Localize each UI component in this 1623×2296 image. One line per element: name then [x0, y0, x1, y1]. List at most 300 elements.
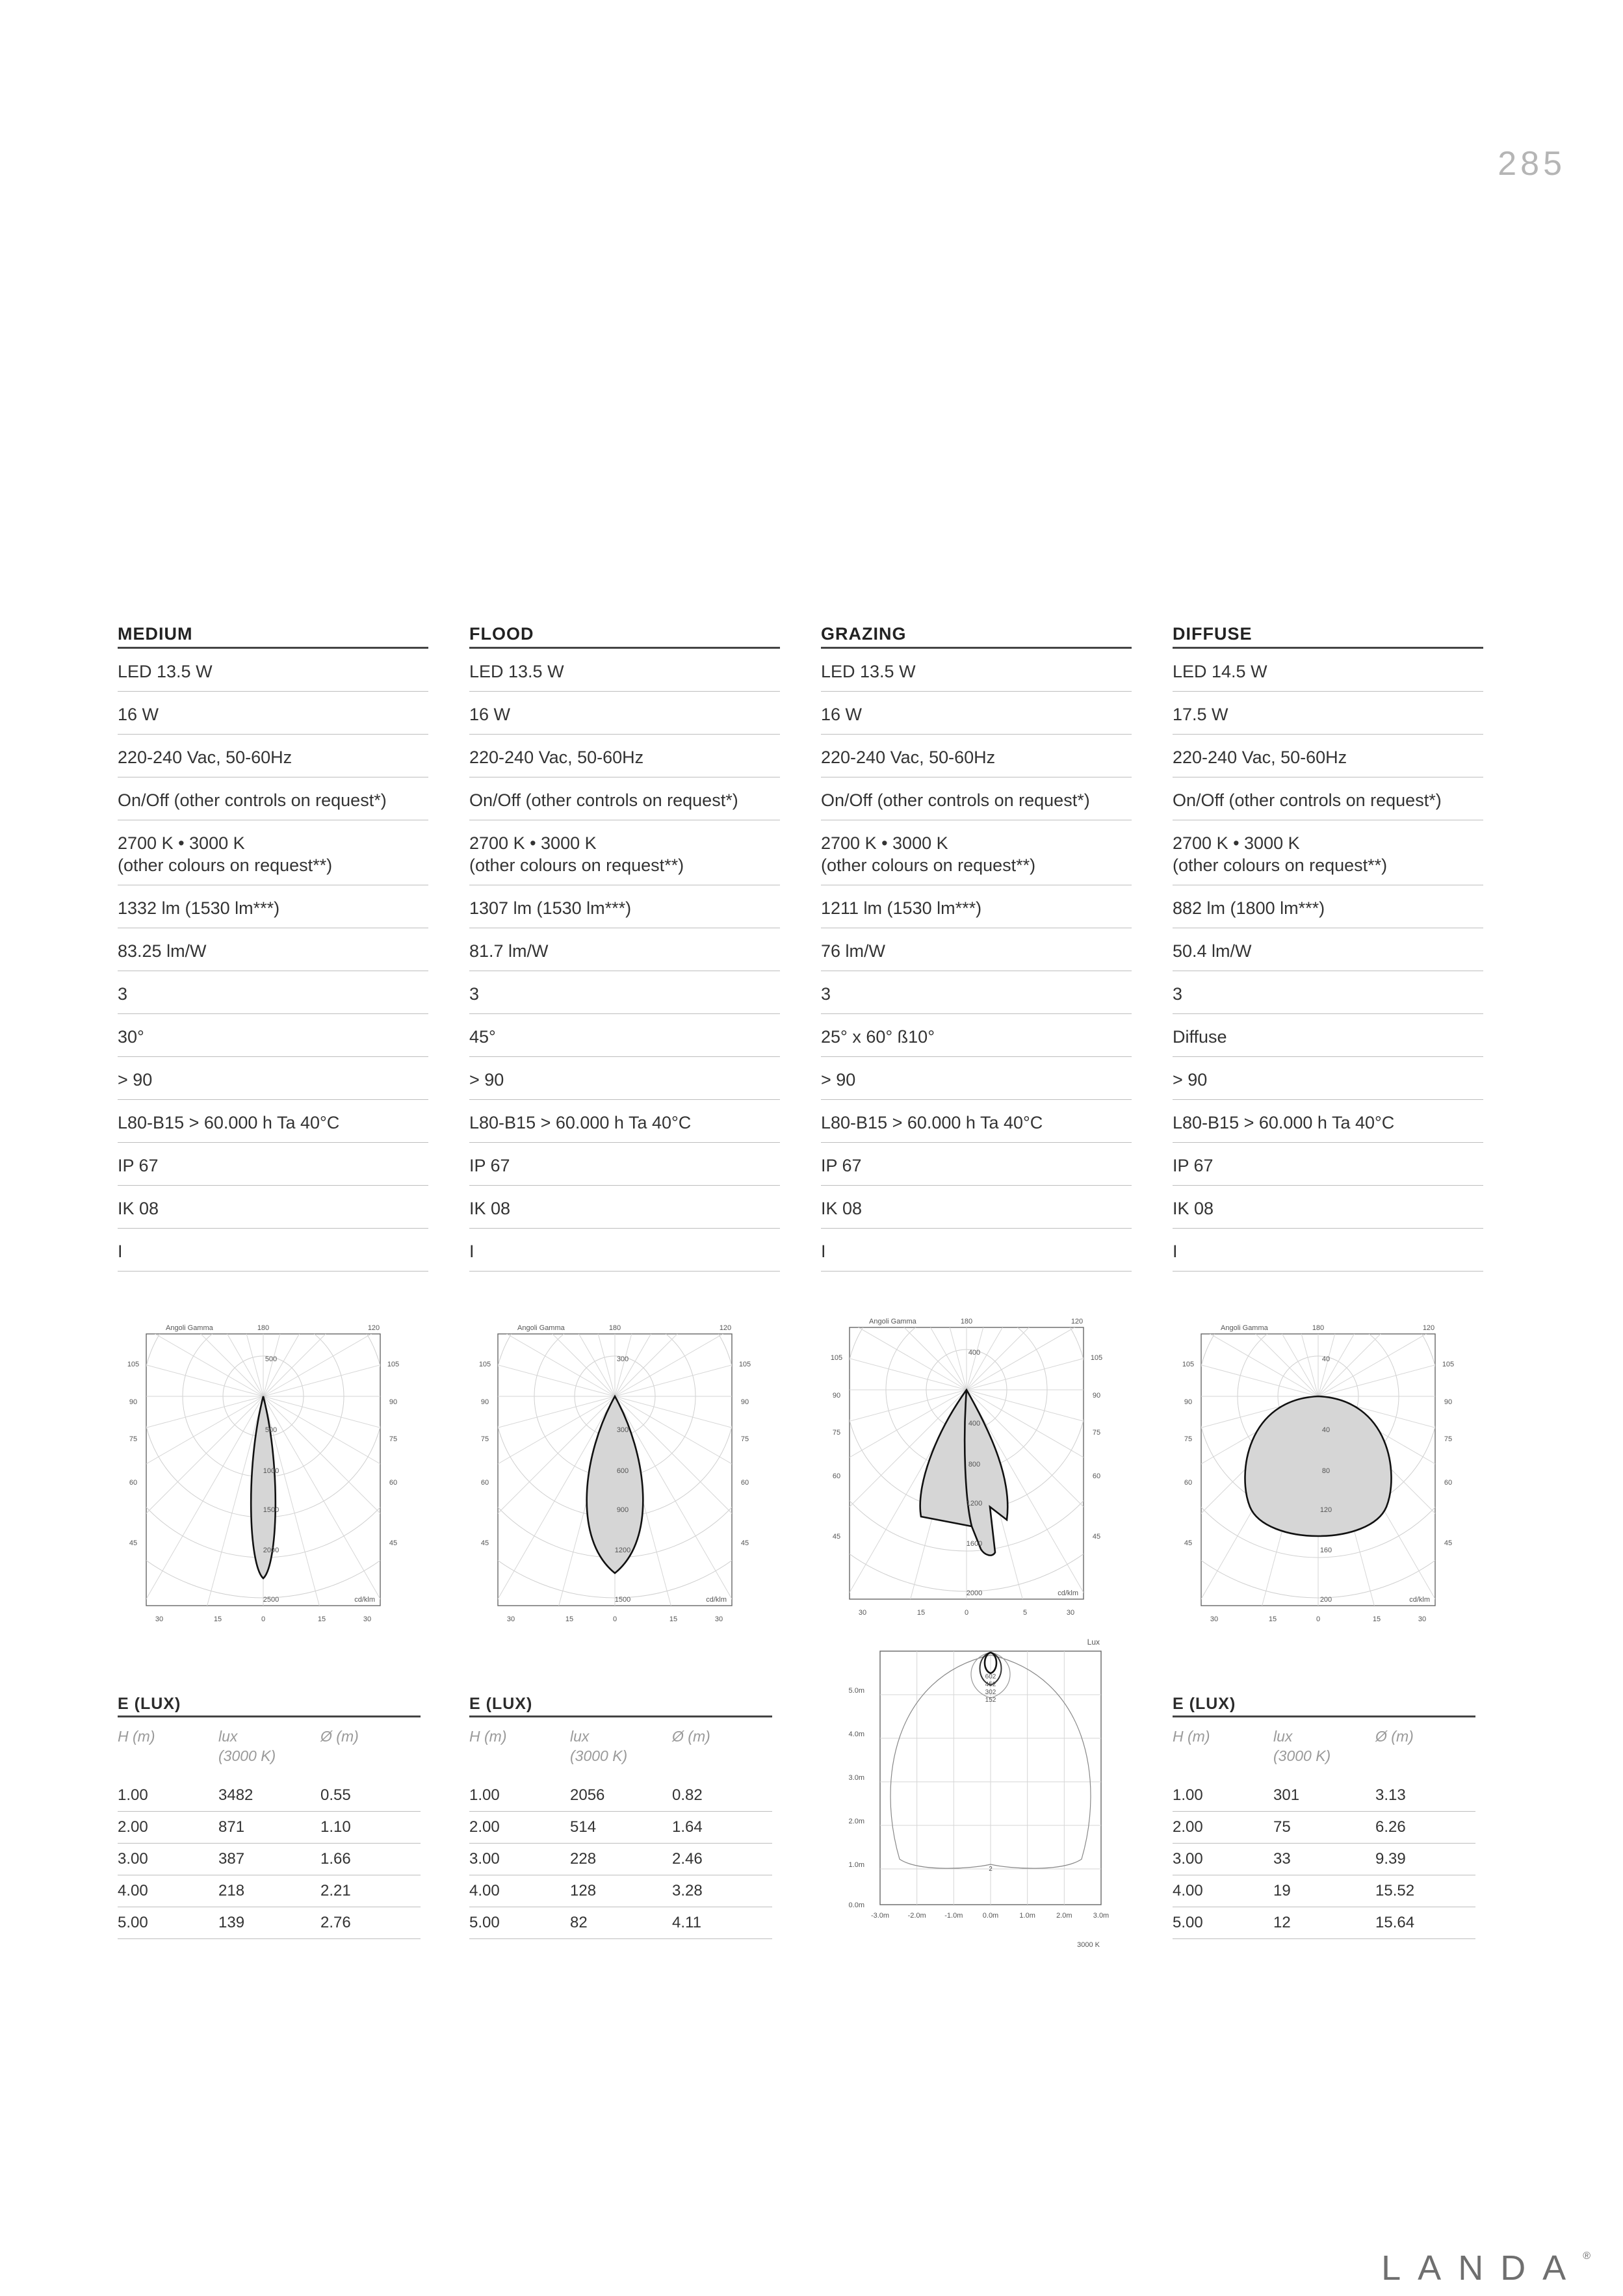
unit-label: cd/klm — [1058, 1589, 1078, 1597]
lux-table-row — [1173, 1780, 1475, 1812]
cell-diameter: 2.21 — [320, 1882, 351, 1899]
cell-height: 2.00 — [1173, 1818, 1203, 1836]
spec-value: 45° — [469, 1027, 496, 1047]
isolux-corner-label: Lux — [1087, 1637, 1100, 1647]
spec-value: IK 08 — [1173, 1199, 1214, 1218]
ring-value-label: 400 — [968, 1349, 981, 1357]
isolux-x-label: 2.0m — [1056, 1912, 1072, 1920]
spec-value: On/Off (other controls on request*) — [469, 790, 738, 810]
polar-spoke — [1318, 1320, 1461, 1396]
polar-chart-svg — [824, 1313, 1110, 1619]
side-label-right: 45 — [740, 1539, 749, 1547]
header-lux-label: lux — [570, 1728, 590, 1745]
lux-table-title: E (LUX) — [1173, 1690, 1475, 1717]
header-height: H (m) — [469, 1728, 507, 1745]
spec-value: 76 lm/W — [821, 941, 886, 961]
cell-height: 3.00 — [469, 1850, 500, 1868]
isolux-x-label: -2.0m — [907, 1912, 926, 1920]
side-label-right: 60 — [389, 1479, 398, 1487]
side-label-left: 75 — [480, 1435, 489, 1443]
spec-value: 220-240 Vac, 50-60Hz — [1173, 748, 1347, 767]
ring-value-label: 500 — [265, 1426, 278, 1434]
spec-value: 882 lm (1800 lm***) — [1173, 898, 1325, 918]
side-label-right: 75 — [1092, 1429, 1101, 1437]
cell-diameter: 1.66 — [320, 1850, 351, 1868]
lux-table-row — [469, 1907, 772, 1939]
polar-spoke — [263, 1320, 406, 1396]
cell-height: 3.00 — [118, 1850, 148, 1868]
lux-header-row — [1173, 1717, 1475, 1780]
ring-value-label: 1500 — [263, 1506, 279, 1514]
polar-spoke — [967, 1313, 1110, 1390]
spec-value: 1307 lm (1530 lm***) — [469, 898, 632, 918]
spec-row — [118, 1186, 428, 1229]
spec-value: IK 08 — [469, 1199, 511, 1218]
spec-row-colour-temperature — [1173, 820, 1483, 885]
side-label-left: 45 — [129, 1539, 138, 1547]
diagram-header: Angoli Gamma — [517, 1324, 565, 1332]
side-label-right: 105 — [1090, 1354, 1103, 1362]
cell-lux: 2056 — [570, 1786, 605, 1804]
lux-table-title: E (LUX) — [118, 1690, 421, 1717]
spec-row — [1173, 692, 1483, 735]
lux-table-flood — [469, 1690, 772, 1939]
column-title: GRAZING — [821, 619, 1132, 649]
spec-value: I — [1173, 1242, 1178, 1261]
cell-diameter: 1.64 — [672, 1818, 703, 1836]
spec-value: 16 W — [821, 705, 863, 724]
spec-row-colour-temperature — [821, 820, 1132, 885]
cell-height: 1.00 — [469, 1786, 500, 1804]
spec-row-colour-temperature — [469, 820, 780, 885]
side-label-right: 90 — [1092, 1392, 1101, 1400]
cell-diameter: 2.46 — [672, 1850, 703, 1868]
polar-spoke — [967, 1313, 1110, 1390]
cell-lux: 82 — [570, 1914, 588, 1931]
diagram-top-right-label: 120 — [1071, 1318, 1084, 1325]
spec-row — [118, 1143, 428, 1186]
cell-height: 2.00 — [469, 1818, 500, 1836]
side-label-right: 105 — [1442, 1361, 1455, 1368]
bottom-angle-label: 30 — [858, 1609, 867, 1617]
header-height: H (m) — [118, 1728, 155, 1745]
cell-diameter: 3.13 — [1375, 1786, 1406, 1804]
cell-height: 4.00 — [1173, 1882, 1203, 1899]
side-label-right: 60 — [1444, 1479, 1453, 1487]
cell-lux: 228 — [570, 1850, 597, 1868]
lux-table-medium — [118, 1690, 421, 1939]
bottom-angle-label: 0 — [612, 1615, 617, 1623]
spec-value: 2700 K • 3000 K — [118, 833, 245, 853]
side-label-right: 75 — [740, 1435, 749, 1443]
spec-row-colour-temperature — [118, 820, 428, 885]
spec-value: IP 67 — [1173, 1156, 1214, 1175]
side-label-right: 90 — [740, 1398, 749, 1406]
lux-table-title: E (LUX) — [469, 1690, 772, 1717]
cell-diameter: 15.52 — [1375, 1882, 1415, 1899]
side-label-left: 60 — [480, 1479, 489, 1487]
column-title: DIFFUSE — [1173, 619, 1483, 649]
spec-row — [469, 1057, 780, 1100]
spec-value: L80-B15 > 60.000 h Ta 40°C — [118, 1113, 340, 1132]
side-label-left: 90 — [832, 1392, 841, 1400]
diagram-top-right-label: 120 — [1422, 1324, 1435, 1332]
page-number: 285 — [1498, 145, 1566, 183]
spec-row — [469, 885, 780, 928]
spec-row — [118, 1229, 428, 1272]
side-label-left: 75 — [1184, 1435, 1193, 1443]
isolux-x-label: 0.0m — [982, 1912, 999, 1920]
cell-lux: 33 — [1273, 1850, 1291, 1868]
logo-text: LANDA — [1381, 2249, 1583, 2288]
spec-value: IK 08 — [118, 1199, 159, 1218]
spec-row — [469, 692, 780, 735]
spec-value: (other colours on request**) — [821, 855, 1036, 875]
unit-label: cd/klm — [706, 1596, 727, 1604]
polar-spoke — [615, 1320, 758, 1396]
bottom-angle-label: 30 — [714, 1615, 723, 1623]
bottom-angle-label: 30 — [1418, 1615, 1427, 1623]
spec-value: (other colours on request**) — [118, 855, 333, 875]
unit-label: cd/klm — [1409, 1596, 1430, 1604]
spec-row — [469, 735, 780, 777]
cell-diameter: 0.55 — [320, 1786, 351, 1804]
spec-value: 2700 K • 3000 K — [1173, 833, 1300, 853]
spec-row — [1173, 777, 1483, 820]
side-label-right: 75 — [389, 1435, 398, 1443]
bottom-angle-label: 30 — [1210, 1615, 1219, 1623]
spec-value: LED 13.5 W — [821, 662, 916, 681]
spec-value: > 90 — [821, 1070, 856, 1089]
spec-row — [1173, 1229, 1483, 1272]
spec-row — [1173, 1186, 1483, 1229]
side-label-left: 90 — [480, 1398, 489, 1406]
ring-value-label: 40 — [1321, 1426, 1331, 1434]
isolux-y-label: 1.0m — [848, 1861, 864, 1869]
spec-value: (other colours on request**) — [469, 855, 684, 875]
lux-table-row — [469, 1844, 772, 1875]
spec-value: 1211 lm (1530 lm***) — [821, 898, 982, 918]
ring-value-label: 600 — [616, 1467, 629, 1475]
side-label-left: 105 — [478, 1361, 491, 1368]
lux-table-row — [118, 1875, 421, 1907]
side-label-right: 90 — [389, 1398, 398, 1406]
bottom-angle-label: 15 — [317, 1615, 326, 1623]
cell-lux: 871 — [218, 1818, 245, 1836]
lux-header-row — [469, 1717, 772, 1780]
lux-table-diffuse — [1173, 1690, 1475, 1939]
spec-row — [469, 1186, 780, 1229]
spec-value: 1332 lm (1530 lm***) — [118, 898, 280, 918]
ring-value-label: 80 — [1321, 1467, 1331, 1475]
diagram-top-center-label: 180 — [1312, 1324, 1325, 1332]
ring-value-label: 200 — [1319, 1596, 1332, 1604]
side-label-right: 90 — [1444, 1398, 1453, 1406]
isolux-x-label: -3.0m — [870, 1912, 890, 1920]
spec-row — [118, 928, 428, 971]
spec-value: LED 13.5 W — [469, 662, 564, 681]
cell-diameter: 3.28 — [672, 1882, 703, 1899]
spec-row — [821, 928, 1132, 971]
spec-row — [118, 885, 428, 928]
spec-value: 50.4 lm/W — [1173, 941, 1252, 961]
cell-lux: 387 — [218, 1850, 245, 1868]
spec-row — [469, 1014, 780, 1057]
lux-table-row — [469, 1780, 772, 1812]
spec-value: LED 14.5 W — [1173, 662, 1267, 681]
cell-height: 4.00 — [469, 1882, 500, 1899]
spec-row — [469, 971, 780, 1014]
spec-row — [118, 1057, 428, 1100]
cell-height: 2.00 — [118, 1818, 148, 1836]
isolux-caption: 3000 K — [1077, 1941, 1100, 1949]
lux-table-row — [1173, 1812, 1475, 1844]
spec-value: IP 67 — [821, 1156, 862, 1175]
spec-row — [821, 735, 1132, 777]
header-lux-temp: (3000 K) — [1273, 1747, 1331, 1764]
spec-column-medium — [118, 619, 428, 1272]
spec-value: On/Off (other controls on request*) — [118, 790, 387, 810]
polar-spoke — [1318, 1320, 1461, 1396]
polar-spoke — [615, 1320, 758, 1396]
isolux-x-label: -1.0m — [944, 1912, 963, 1920]
spec-value: L80-B15 > 60.000 h Ta 40°C — [1173, 1113, 1395, 1132]
spec-row — [469, 1100, 780, 1143]
cell-lux: 75 — [1273, 1818, 1291, 1836]
lux-table-row — [118, 1907, 421, 1939]
ring-value-label: 120 — [1319, 1506, 1332, 1514]
isolux-y-label: 3.0m — [848, 1774, 864, 1782]
isolux-y-label: 2.0m — [848, 1818, 864, 1825]
lux-header-row — [118, 1717, 421, 1780]
isolux-contour-label: 152 — [985, 1697, 996, 1704]
cell-diameter: 6.26 — [1375, 1818, 1406, 1836]
spec-row — [1173, 885, 1483, 928]
header-lux-label: lux — [1273, 1728, 1293, 1745]
polar-spoke — [263, 1396, 406, 1531]
spec-row — [1173, 1057, 1483, 1100]
bottom-angle-label: 0 — [1316, 1615, 1321, 1623]
polar-diagram-flood — [472, 1320, 758, 1625]
polar-spoke — [615, 1320, 758, 1396]
polar-spoke — [1318, 1320, 1461, 1396]
spec-row — [469, 777, 780, 820]
polar-spoke — [615, 1320, 758, 1396]
spec-value: 2700 K • 3000 K — [469, 833, 597, 853]
side-label-left: 105 — [127, 1361, 140, 1368]
spec-row — [821, 1057, 1132, 1100]
cell-height: 4.00 — [118, 1882, 148, 1899]
header-lux — [570, 1727, 672, 1780]
side-label-left: 60 — [129, 1479, 138, 1487]
cell-lux: 301 — [1273, 1786, 1300, 1804]
spec-value: 17.5 W — [1173, 705, 1228, 724]
ring-value-label: 2500 — [263, 1596, 279, 1604]
spec-value: 3 — [118, 984, 128, 1004]
polar-spoke — [263, 1320, 406, 1396]
lux-table-row — [1173, 1907, 1475, 1939]
spec-value: IK 08 — [821, 1199, 863, 1218]
spec-value: 3 — [1173, 984, 1183, 1004]
diagram-top-center-label: 180 — [257, 1324, 270, 1332]
spec-value: I — [118, 1242, 123, 1261]
diagram-top-center-label: 180 — [960, 1318, 973, 1325]
polar-spoke — [120, 1396, 263, 1531]
ring-value-label: 800 — [968, 1461, 981, 1468]
isolux-contour-label: 452 — [985, 1681, 996, 1688]
cell-lux: 3482 — [218, 1786, 253, 1804]
ring-value-label: 2000 — [263, 1546, 279, 1554]
ring-value-label: 2000 — [966, 1589, 983, 1597]
bottom-angle-label: 15 — [1372, 1615, 1381, 1623]
side-label-right: 45 — [1444, 1539, 1453, 1547]
ring-value-label: 1000 — [263, 1467, 279, 1475]
cell-lux: 218 — [218, 1882, 245, 1899]
spec-row — [821, 971, 1132, 1014]
spec-row — [821, 1229, 1132, 1272]
spec-value: 3 — [821, 984, 831, 1004]
polar-chart-svg — [472, 1320, 758, 1625]
bottom-angle-label: 0 — [964, 1609, 969, 1617]
side-label-left: 45 — [832, 1533, 841, 1541]
polar-diagram-diffuse — [1175, 1320, 1461, 1625]
logo-registered-mark: ® — [1583, 2250, 1591, 2262]
ring-value-label: 1200 — [614, 1546, 631, 1554]
spec-row — [821, 692, 1132, 735]
side-label-right: 105 — [387, 1361, 400, 1368]
spec-row — [469, 649, 780, 692]
side-label-left: 90 — [129, 1398, 138, 1406]
lux-table-row — [469, 1875, 772, 1907]
isolux-y-label: 4.0m — [848, 1730, 864, 1738]
spec-value: On/Off (other controls on request*) — [821, 790, 1090, 810]
cell-height: 5.00 — [1173, 1914, 1203, 1931]
spec-row — [1173, 1014, 1483, 1057]
spec-value: 3 — [469, 984, 480, 1004]
spec-row — [1173, 735, 1483, 777]
cell-height: 1.00 — [118, 1786, 148, 1804]
header-lux-temp: (3000 K) — [570, 1747, 628, 1764]
bottom-angle-label: 30 — [155, 1615, 164, 1623]
luminous-intensity-curve — [920, 1390, 1008, 1556]
spec-value: On/Off (other controls on request*) — [1173, 790, 1442, 810]
bottom-angle-label: 0 — [261, 1615, 266, 1623]
ring-value-label: 1500 — [614, 1596, 631, 1604]
isolux-contour-label: 2 — [989, 1866, 993, 1873]
spec-row — [469, 1229, 780, 1272]
bottom-angle-label: 15 — [213, 1615, 222, 1623]
ring-value-label: 1600 — [966, 1540, 983, 1548]
ring-value-label: 500 — [265, 1355, 278, 1363]
polar-spoke — [967, 1313, 1110, 1390]
ring-value-label: 400 — [968, 1420, 981, 1428]
ring-value-label: 300 — [616, 1355, 629, 1363]
ring-value-label: 40 — [1321, 1355, 1331, 1363]
spec-row — [118, 1100, 428, 1143]
spec-value: 25° x 60° ß10° — [821, 1027, 935, 1047]
diagram-top-right-label: 120 — [719, 1324, 732, 1332]
bottom-angle-label: 15 — [1268, 1615, 1277, 1623]
side-label-right: 75 — [1444, 1435, 1453, 1443]
spec-value: L80-B15 > 60.000 h Ta 40°C — [469, 1113, 692, 1132]
ring-value-label: 160 — [1319, 1546, 1332, 1554]
diagram-top-center-label: 180 — [608, 1324, 621, 1332]
unit-label: cd/klm — [354, 1596, 375, 1604]
bottom-angle-label: 15 — [669, 1615, 678, 1623]
cell-lux: 139 — [218, 1914, 245, 1931]
cell-lux: 19 — [1273, 1882, 1291, 1899]
cell-height: 1.00 — [1173, 1786, 1203, 1804]
isolux-contour-label: 302 — [985, 1689, 996, 1696]
spec-value: L80-B15 > 60.000 h Ta 40°C — [821, 1113, 1043, 1132]
spec-value: 2700 K • 3000 K — [821, 833, 948, 853]
side-label-right: 45 — [389, 1539, 398, 1547]
spec-column-diffuse — [1173, 619, 1483, 1272]
side-label-left: 105 — [1182, 1361, 1195, 1368]
spec-row — [118, 649, 428, 692]
isolux-diagram-grazing — [820, 1632, 1126, 1970]
spec-row — [1173, 1143, 1483, 1186]
diagram-top-right-label: 120 — [367, 1324, 380, 1332]
spec-value: LED 13.5 W — [118, 662, 213, 681]
cell-diameter: 4.11 — [672, 1914, 701, 1931]
spec-row — [1173, 971, 1483, 1014]
spec-row — [821, 649, 1132, 692]
cell-height: 5.00 — [469, 1914, 500, 1931]
bottom-angle-label: 30 — [363, 1615, 372, 1623]
spec-value: IP 67 — [118, 1156, 159, 1175]
side-label-left: 45 — [1184, 1539, 1193, 1547]
header-diameter: Ø (m) — [320, 1728, 359, 1745]
bottom-angle-label: 30 — [506, 1615, 515, 1623]
spec-value: 83.25 lm/W — [118, 941, 207, 961]
spec-value: I — [821, 1242, 826, 1261]
cell-lux: 128 — [570, 1882, 597, 1899]
cell-diameter: 15.64 — [1375, 1914, 1415, 1931]
cell-diameter: 0.82 — [672, 1786, 703, 1804]
spec-value: > 90 — [469, 1070, 504, 1089]
diagram-header: Angoli Gamma — [166, 1324, 213, 1332]
polar-diagram-grazing — [824, 1313, 1110, 1619]
spec-row — [1173, 928, 1483, 971]
cell-height: 3.00 — [1173, 1850, 1203, 1868]
side-label-left: 60 — [832, 1472, 841, 1480]
spec-row — [1173, 1100, 1483, 1143]
cell-lux: 12 — [1273, 1914, 1291, 1931]
side-label-left: 75 — [129, 1435, 138, 1443]
spec-column-flood — [469, 619, 780, 1272]
spec-value: IP 67 — [469, 1156, 510, 1175]
polar-spoke — [263, 1320, 406, 1396]
column-title: FLOOD — [469, 619, 780, 649]
spec-value: 16 W — [469, 705, 511, 724]
bottom-angle-label: 15 — [565, 1615, 574, 1623]
spec-row — [118, 777, 428, 820]
isolux-x-label: 1.0m — [1019, 1912, 1035, 1920]
spec-value: 220-240 Vac, 50-60Hz — [821, 748, 996, 767]
header-diameter: Ø (m) — [672, 1728, 710, 1745]
header-lux — [1273, 1727, 1375, 1780]
diagram-header: Angoli Gamma — [1221, 1324, 1268, 1332]
side-label-right: 105 — [738, 1361, 751, 1368]
side-label-left: 90 — [1184, 1398, 1193, 1406]
bottom-angle-label: 5 — [1022, 1609, 1028, 1617]
cell-diameter: 9.39 — [1375, 1850, 1406, 1868]
spec-column-grazing — [821, 619, 1132, 1272]
spec-row — [821, 1100, 1132, 1143]
ring-value-label: 900 — [616, 1506, 629, 1514]
polar-spoke — [967, 1313, 1110, 1390]
